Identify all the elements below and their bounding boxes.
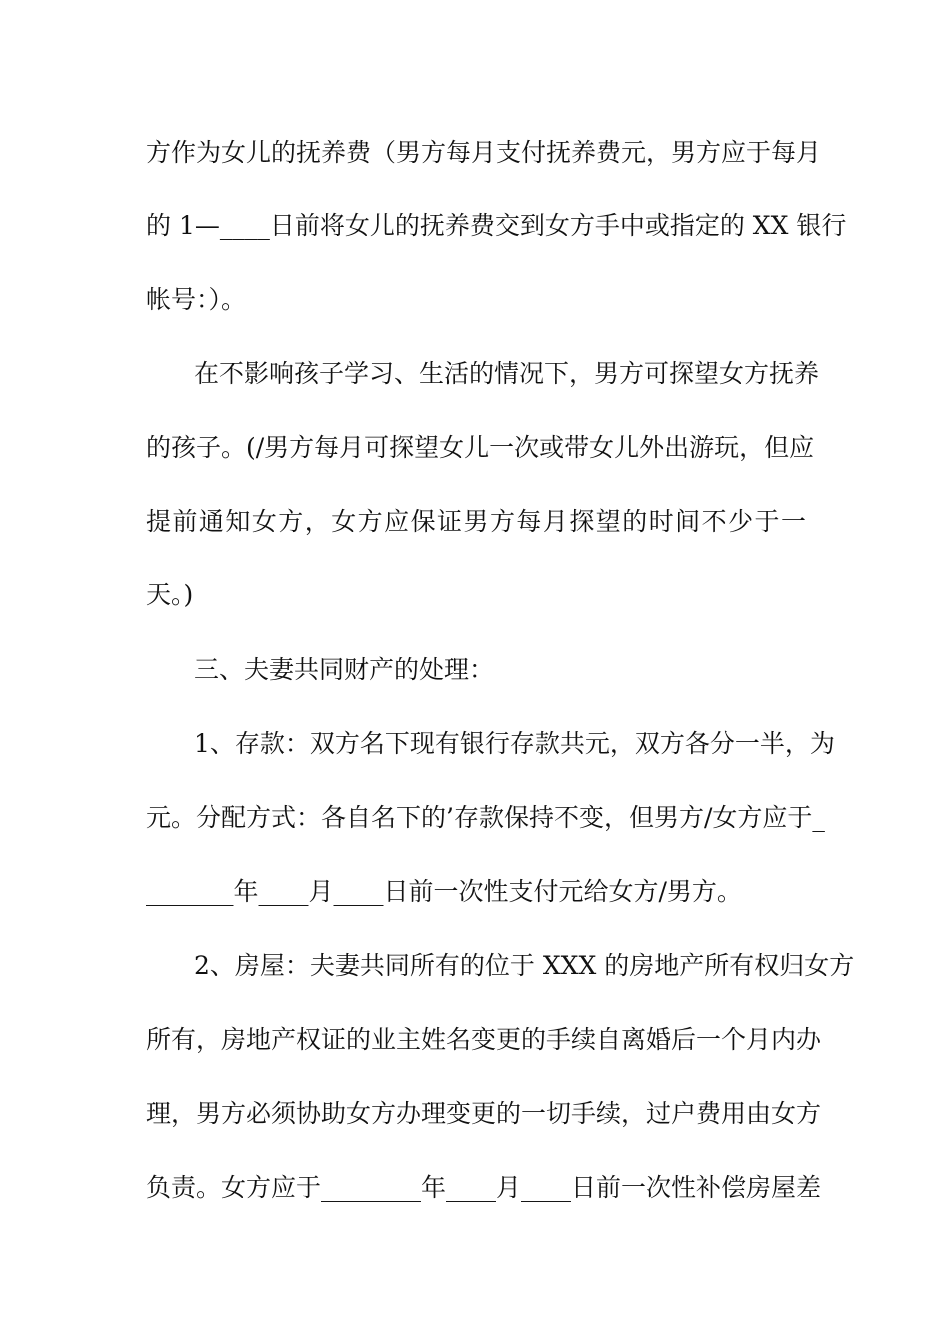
text-line: 天。) (146, 580, 194, 609)
text-line: 提前通知女方，女方应保证男方每月探望的时间不少于一 (146, 507, 806, 536)
text-line: 帐号：）。 (146, 285, 247, 314)
text-line: 元。分配方式：各自名下的’存款保持不变，但男方/女方应于_ (146, 803, 825, 832)
section-heading: 三、夫妻共同财产的处理： (194, 655, 495, 684)
paragraph-first-line: 1、存款：双方名下现有银行存款共元，双方各分一半，为 (194, 729, 835, 758)
text-line: 理，男方必须协助女方办理变更的一切手续，过户费用由女方 (146, 1099, 822, 1128)
paragraph-first-line: 在不影响孩子学习、生活的情况下，男方可探望女方抚养 (194, 359, 820, 388)
text-line: 的 1—____日前将女儿的抚养费交到女方手中或指定的 XX 银行 (146, 211, 847, 240)
paragraph-first-line: 2、房屋：夫妻共同所有的位于 XXX 的房地产所有权归女方 (194, 951, 855, 980)
text-line: _______年____月____日前一次性支付元给女方/男方。 (146, 877, 742, 906)
text-line: 方作为女儿的抚养费（男方每月支付抚养费元，男方应于每月 (146, 138, 822, 167)
text-line: 的孩子。(/男方每月可探望女儿一次或带女儿外出游玩，但应 (146, 433, 815, 462)
text-line: 所有，房地产权证的业主姓名变更的手续自离婚后一个月内办 (146, 1025, 822, 1054)
text-line: 负责。女方应于________年____月____日前一次性补偿房屋差 (146, 1173, 822, 1202)
